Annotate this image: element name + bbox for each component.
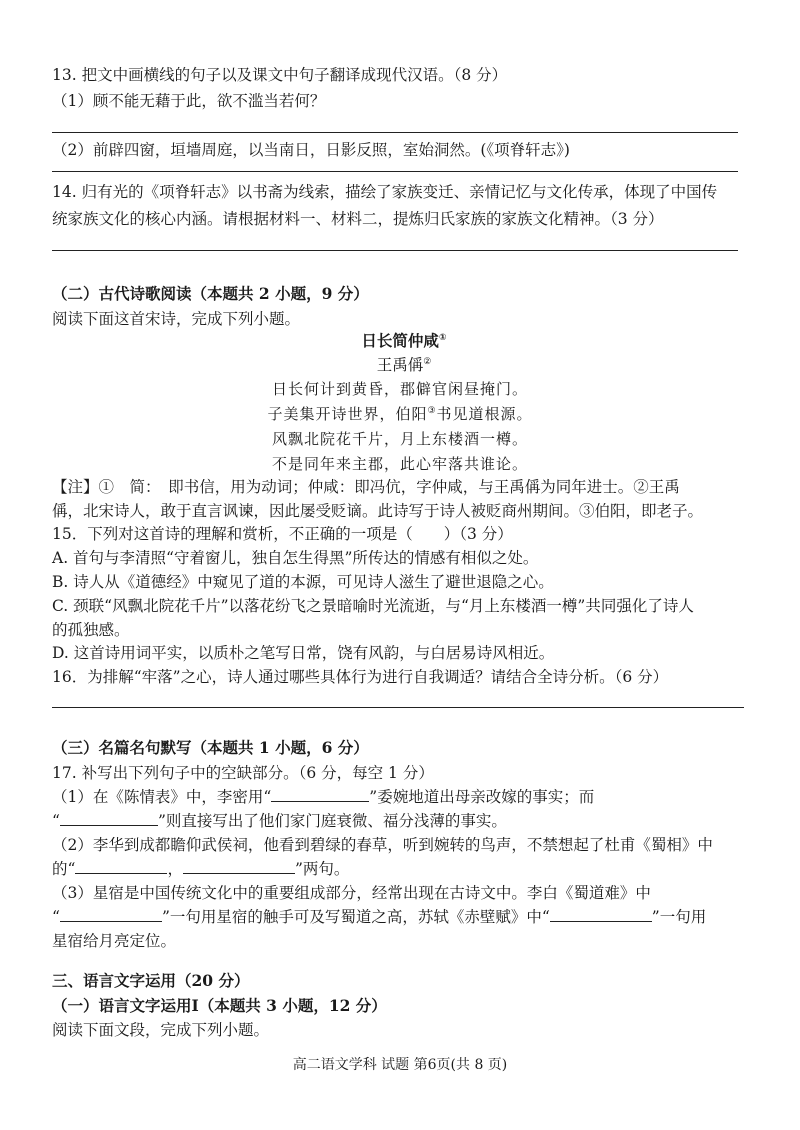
q17-part-2-line-2: 的“ ， ”两句。 [52, 860, 350, 878]
q17-part-3-line-2: “ ”一句用星宿的触手可及写蜀道之高，苏轼《赤壁赋》中“ ”一句用 [52, 908, 707, 926]
q17-part-2-line-1: （2）李华到成都瞻仰武侯祠，他看到碧绿的春草，听到婉转的鸟声，不禁想起了杜甫《蜀相》中 [52, 836, 713, 854]
poem-title: 日长简仲咸① [361, 332, 447, 350]
answer-line [52, 132, 738, 133]
poem-author: 王禹偁② [376, 356, 432, 374]
q16-title: 16．为排解“牢落”之心，诗人通过哪些具体行为进行自我调适？请结合全诗分析。（6 分） [52, 668, 669, 686]
q17-part-1-line-2: “ ”则直接写出了他们家门庭衰微、福分浅薄的事实。 [52, 812, 507, 830]
q15-option-b: B. 诗人从《道德经》中窥见了道的本源，可见诗人滋生了避世退隐之心。 [52, 573, 554, 591]
q17-title: 17. 补写出下列句子中的空缺部分。（6 分，每空 1 分） [52, 764, 434, 782]
q17-part-3-line-1: （3）星宿是中国传统文化中的重要组成部分，经常出现在古诗文中。李白《蜀道难》中 [52, 884, 651, 902]
q17-part-1-line-1: （1）在《陈情表》中，李密用“ ”委婉地道出母亲改嫁的事实；而 [52, 788, 595, 806]
answer-line [52, 250, 738, 251]
q17-part-3-line-3: 星宿给月亮定位。 [52, 932, 177, 950]
q13-title: 13. 把文中画横线的句子以及课文中句子翻译成现代汉语。（8 分） [52, 66, 508, 84]
answer-line [52, 171, 738, 172]
section-2-intro: 阅读下面这首宋诗，完成下列小题。 [52, 310, 301, 328]
part-3-heading: 三、语言文字运用（20 分） [52, 971, 250, 990]
q15-option-d: D. 这首诗用词平实，以质朴之笔写日常，饶有风韵，与白居易诗风相近。 [52, 644, 555, 662]
answer-line [52, 707, 744, 708]
q15-option-a: A. 首句与李清照“守着窗儿，独自怎生得黑”所传达的情感有相似之处。 [52, 549, 539, 567]
fill-blank[interactable] [550, 907, 652, 922]
fill-blank[interactable] [60, 907, 162, 922]
page-footer: 高二语文学科 试题 第6页(共 8 页) [292, 1057, 508, 1073]
q14-line-2: 统家族文化的核心内涵。请根据材料一、材料二，提炼归氏家族的家族文化精神。（3 分） [52, 210, 664, 228]
section-2-heading: （二）古代诗歌阅读（本题共 2 小题，9 分） [52, 284, 369, 303]
fill-blank[interactable] [271, 787, 369, 802]
poem-line-2: 子美集开诗世界，伯阳③书见道根源。 [267, 405, 533, 423]
q15-option-c-line-2: 的孤独感。 [52, 621, 130, 639]
notes-line-1: 【注】① 简： 即书信，用为动词；仲咸：即冯伉，字仲咸，与王禹偁为同年进士。②王禹 [52, 478, 680, 496]
poem-line-3: 风飘北院花千片，月上东楼酒一樽。 [271, 430, 528, 448]
q14-line-1: 14. 归有光的《项脊轩志》以书斋为线索，描绘了家族变迁、亲情记忆与文化传承，体现了中国传 [52, 183, 718, 201]
fill-blank[interactable] [60, 811, 158, 826]
part-3-sub-heading: （一）语言文字运用Ⅰ（本题共 3 小题，12 分） [52, 996, 387, 1015]
fill-blank[interactable] [75, 859, 167, 874]
poem-line-4: 不是同年来主郡，此心牢落共谁论。 [271, 455, 528, 473]
q15-option-c-line-1: C. 颈联“风飘北院花千片”以落花纷飞之景暗喻时光流逝，与“月上东楼酒一樽”共同强化了诗人 [52, 597, 694, 615]
q15-title: 15．下列对这首诗的理解和赏析，不正确的一项是（ ）（3 分） [52, 525, 513, 543]
notes-line-2: 偁，北宋诗人，敢于直言讽谏，因此屡受贬谪。此诗写于诗人被贬商州期间。③伯阳，即老子。 [52, 502, 704, 520]
fill-blank[interactable] [183, 859, 295, 874]
section-3-heading: （三）名篇名句默写（本题共 1 小题，6 分） [52, 738, 369, 757]
poem-line-1: 日长何计到黄昏，郡僻官闲昼掩门。 [271, 380, 528, 398]
part-3-intro: 阅读下面文段，完成下列小题。 [52, 1021, 270, 1039]
q13-sentence-2: （2）前辟四窗，垣墙周庭，以当南日，日影反照，室始洞然。(《项脊轩志》) [52, 141, 570, 159]
q13-sentence-1: （1）顾不能无藉于此，欲不滥当若何？ [52, 92, 326, 110]
